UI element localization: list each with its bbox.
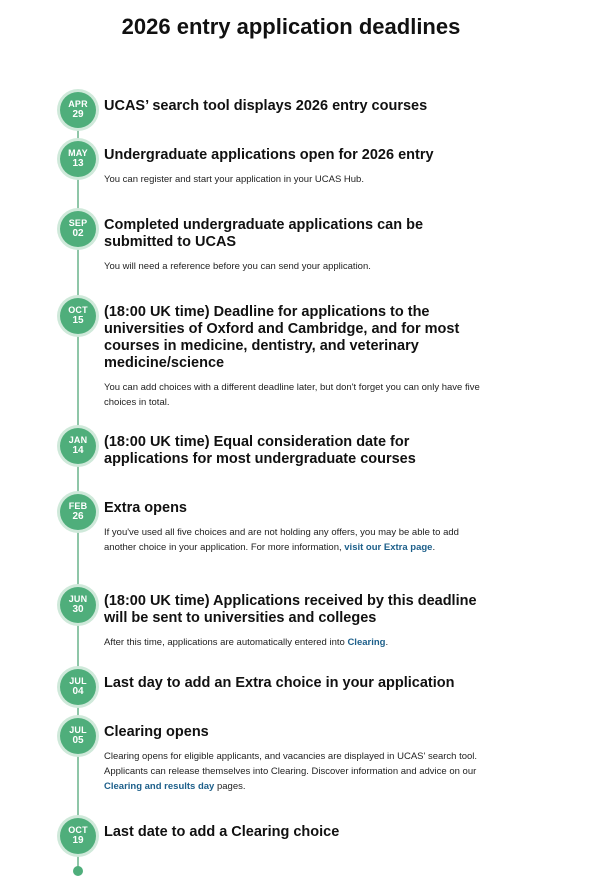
date-month: APR [68,99,88,109]
clearing-link[interactable]: Clearing [347,637,386,648]
timeline-entry [60,304,480,410]
date-month: OCT [68,305,88,315]
date-day: 30 [72,604,84,615]
timeline-entry [60,724,480,794]
timeline-entry [60,500,480,555]
date-badge [60,211,96,247]
date-day: 26 [72,511,84,522]
entry-title: (18:00 UK time) Applications received by this deadline will be sent to universities and colleges [104,593,477,626]
timeline-entry [60,675,480,697]
entry-description-end: . [432,542,436,553]
date-month: JUN [68,594,88,604]
date-month: FEB [68,501,88,511]
clearing-results-day-link[interactable]: Clearing and results day [104,781,215,792]
timeline-entry [60,98,480,120]
entry-description [104,525,480,555]
date-badge [60,718,96,754]
date-day: 15 [72,315,84,326]
entry-description: You can add choices with a different deadline later, but don't forget you can only have five choices in total. [104,382,480,408]
entry-description-end: . [385,637,389,648]
entry-title: Last day to add an Extra choice in your application [104,675,455,691]
entry-description-text: After this time, applications are automatically entered into [104,637,348,648]
entry-title: UCAS’ search tool displays 2026 entry courses [104,98,428,114]
entry-description [104,635,480,650]
timeline-entry [60,147,480,187]
date-badge [60,494,96,530]
date-month: MAY [68,148,88,158]
entry-title: Extra opens [104,500,187,516]
entry-description: You will need a reference before you can send your application. [104,261,371,272]
date-badge [60,92,96,128]
date-day: 05 [72,735,84,746]
date-badge [60,141,96,177]
date-month: JUL [69,725,87,735]
extra-page-link[interactable]: visit our Extra page [344,542,433,553]
timeline-entry [60,824,480,846]
timeline-entry [60,217,480,274]
entry-description-text: Clearing opens for eligible applicants, and vacancies are displayed in UCAS' search tool. Applicants can release themselves into Clearing. Discover information and advice on our [104,751,478,777]
date-month: SEP [68,218,88,228]
entry-description [104,749,480,794]
timeline-entry [60,593,480,650]
page-title: 2026 entry application deadlines [121,14,461,39]
date-badge [60,428,96,464]
entry-description-end: pages. [214,781,246,792]
date-month: OCT [68,825,88,835]
entry-title: Clearing opens [104,724,209,740]
timeline-end-dot [73,866,83,876]
date-month: JUL [69,676,87,686]
date-day: 13 [72,158,84,169]
date-badge [60,587,96,623]
date-badge [60,298,96,334]
date-day: 04 [72,686,84,697]
date-badge [60,818,96,854]
entry-description: You can register and start your application in your UCAS Hub. [104,174,364,185]
date-day: 14 [72,445,84,456]
date-badge [60,669,96,705]
entry-title: (18:00 UK time) Deadline for applications to the universities of Oxford and Cambridge, and for most courses in medicine, dentistry, and veterinary medicine/science [104,304,460,371]
entry-title: Completed undergraduate applications can be submitted to UCAS [104,217,424,250]
entry-title: Undergraduate applications open for 2026 entry [104,147,434,163]
date-day: 02 [72,228,84,239]
timeline-entry [60,434,480,468]
date-month: JAN [68,435,88,445]
entry-title: (18:00 UK time) Equal consideration date for applications for most undergraduate courses [104,434,416,467]
date-day: 29 [72,109,84,120]
date-day: 19 [72,835,84,846]
entry-description-text: If you've used all five choices and are not holding any offers, you may be able to add another choice in your application. For more information, [104,527,459,553]
entry-title: Last date to add a Clearing choice [104,824,340,840]
